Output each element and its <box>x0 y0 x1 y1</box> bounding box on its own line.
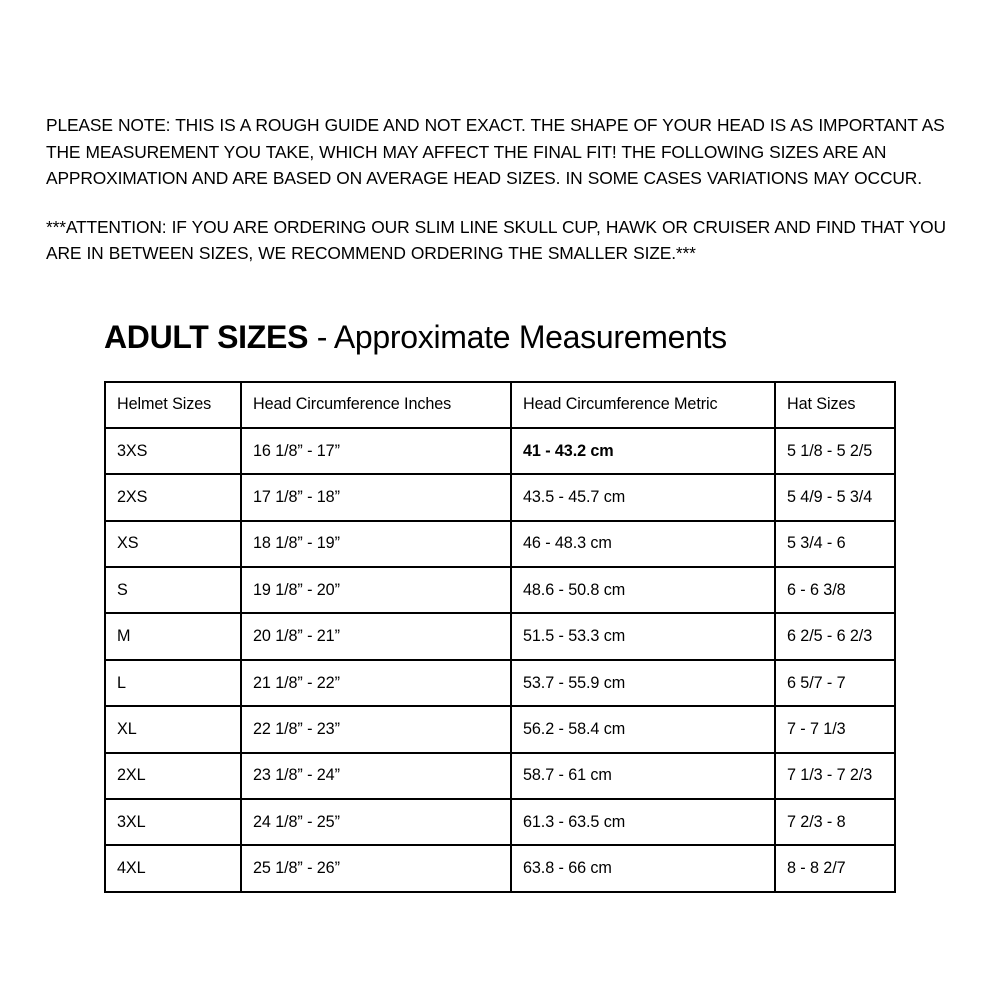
cell-head-circumference-metric: 63.8 - 66 cm <box>511 845 775 891</box>
column-header-head-circumference-metric: Head Circumference Metric <box>511 382 775 428</box>
cell-head-circumference-inches: 23 1/8” - 24” <box>241 753 511 799</box>
cell-hat-size: 8 - 8 2/7 <box>775 845 895 891</box>
cell-head-circumference-metric: 61.3 - 63.5 cm <box>511 799 775 845</box>
note-paragraph-2: ***ATTENTION: IF YOU ARE ORDERING OUR SLIM LINE SKULL CUP, HAWK OR CRUISER AND FIND THAT YOU ARE IN BETWEEN SIZES, WE RECOMMEND ORDERING THE SMALLER SIZE.*** <box>46 216 946 263</box>
cell-helmet-size: 3XL <box>105 799 241 845</box>
page-title-strong: ADULT SIZES <box>104 318 309 355</box>
page-title-rest: - Approximate Measurements <box>308 318 727 355</box>
cell-helmet-size: 3XS <box>105 428 241 474</box>
cell-hat-size: 7 1/3 - 7 2/3 <box>775 753 895 799</box>
cell-head-circumference-inches: 18 1/8” - 19” <box>241 521 511 567</box>
cell-head-circumference-inches: 21 1/8” - 22” <box>241 660 511 706</box>
cell-head-circumference-metric: 46 - 48.3 cm <box>511 521 775 567</box>
column-header-helmet-sizes: Helmet Sizes <box>105 382 241 428</box>
cell-helmet-size: 2XL <box>105 753 241 799</box>
cell-hat-size: 6 5/7 - 7 <box>775 660 895 706</box>
table-header-row <box>105 382 895 428</box>
size-table <box>104 381 896 893</box>
cell-head-circumference-inches: 20 1/8” - 21” <box>241 613 511 659</box>
cell-head-circumference-metric: 41 - 43.2 cm <box>511 428 775 474</box>
table-row <box>105 799 895 845</box>
size-table-wrap <box>104 381 894 893</box>
cell-head-circumference-metric: 43.5 - 45.7 cm <box>511 474 775 520</box>
table-row <box>105 428 895 474</box>
cell-head-circumference-metric: 58.7 - 61 cm <box>511 753 775 799</box>
cell-head-circumference-inches: 22 1/8” - 23” <box>241 706 511 752</box>
table-row <box>105 753 895 799</box>
cell-hat-size: 7 - 7 1/3 <box>775 706 895 752</box>
table-row <box>105 567 895 613</box>
cell-hat-size: 5 1/8 - 5 2/5 <box>775 428 895 474</box>
cell-head-circumference-metric: 48.6 - 50.8 cm <box>511 567 775 613</box>
cell-head-circumference-inches: 25 1/8” - 26” <box>241 845 511 891</box>
column-header-head-circumference-inches: Head Circumference Inches <box>241 382 511 428</box>
cell-hat-size: 5 3/4 - 6 <box>775 521 895 567</box>
cell-helmet-size: 2XS <box>105 474 241 520</box>
page-title <box>104 317 954 357</box>
cell-helmet-size: M <box>105 613 241 659</box>
cell-hat-size: 6 - 6 3/8 <box>775 567 895 613</box>
table-row <box>105 706 895 752</box>
cell-head-circumference-metric: 51.5 - 53.3 cm <box>511 613 775 659</box>
cell-helmet-size: L <box>105 660 241 706</box>
table-row <box>105 521 895 567</box>
cell-hat-size: 6 2/5 - 6 2/3 <box>775 613 895 659</box>
cell-head-circumference-inches: 19 1/8” - 20” <box>241 567 511 613</box>
cell-helmet-size: XS <box>105 521 241 567</box>
cell-helmet-size: 4XL <box>105 845 241 891</box>
cell-head-circumference-inches: 16 1/8” - 17” <box>241 428 511 474</box>
cell-head-circumference-metric: 56.2 - 58.4 cm <box>511 706 775 752</box>
table-row <box>105 845 895 891</box>
cell-hat-size: 7 2/3 - 8 <box>775 799 895 845</box>
note-paragraph-1: PLEASE NOTE: THIS IS A ROUGH GUIDE AND NOT EXACT. THE SHAPE OF YOUR HEAD IS AS IMPORTANT AS THE MEASUREMENT YOU TAKE, WHICH MAY AFFECT THE FINAL FIT! THE FOLLOWING SIZES ARE AN APPROXIMATION AND ARE BASED ON AVERAGE HEAD SIZES. IN SOME CASES VARIATIONS MAY OCCUR. <box>46 115 945 188</box>
column-header-hat-sizes: Hat Sizes <box>775 382 895 428</box>
cell-head-circumference-inches: 24 1/8” - 25” <box>241 799 511 845</box>
cell-hat-size: 5 4/9 - 5 3/4 <box>775 474 895 520</box>
cell-head-circumference-metric: 53.7 - 55.9 cm <box>511 660 775 706</box>
notes-block <box>46 112 954 267</box>
table-row <box>105 474 895 520</box>
size-table-body <box>105 428 895 892</box>
cell-head-circumference-inches: 17 1/8” - 18” <box>241 474 511 520</box>
cell-helmet-size: S <box>105 567 241 613</box>
table-row <box>105 613 895 659</box>
table-row <box>105 660 895 706</box>
cell-helmet-size: XL <box>105 706 241 752</box>
